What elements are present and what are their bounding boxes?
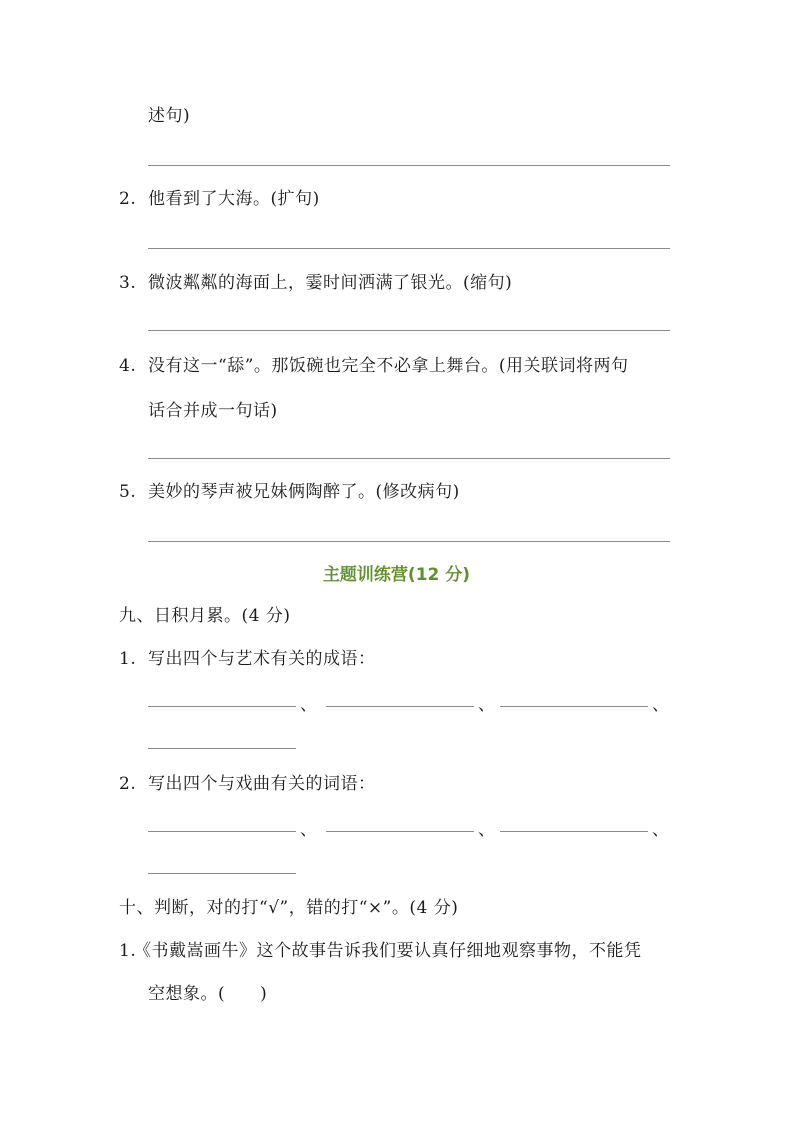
separator: 、 (478, 695, 495, 715)
question-text: 微波粼粼的海面上，霎时间洒满了银光。(缩句) (148, 273, 513, 293)
question-continuation: 述句) (148, 106, 191, 126)
question-text: 写出四个与戏曲有关的词语： (148, 774, 376, 794)
item-number: 4. (119, 356, 137, 376)
question-continuation: 空想象。( ) (148, 984, 268, 1004)
question-text: 写出四个与艺术有关的成语： (148, 649, 376, 669)
separator: 、 (652, 695, 669, 715)
item-number: 5. (119, 482, 137, 502)
question-title: 九、日积月累。(4 分) (119, 606, 291, 626)
answer-line[interactable] (148, 541, 670, 542)
question-continuation: 话合并成一句话) (148, 401, 278, 421)
separator: 、 (652, 820, 669, 840)
separator: 、 (478, 820, 495, 840)
item-number: 1. (119, 941, 137, 961)
question-text: 他看到了大海。(扩句) (148, 189, 320, 209)
separator: 、 (300, 695, 317, 715)
question-text: 美妙的琴声被兄妹俩陶醉了。(修改病句) (148, 482, 460, 502)
answer-line[interactable] (148, 248, 670, 249)
answer-line[interactable] (326, 831, 474, 832)
section-title: 主题训练营(12 分) (322, 565, 471, 585)
question-text: 没有这一“舔”。那饭碗也完全不必拿上舞台。(用关联词将两句 (148, 356, 629, 376)
answer-line[interactable] (500, 706, 648, 707)
answer-line[interactable] (500, 831, 648, 832)
answer-line[interactable] (326, 706, 474, 707)
question-title: 十、判断，对的打“√”，错的打“×”。(4 分) (119, 898, 459, 918)
item-number: 3. (119, 273, 137, 293)
item-number: 2. (119, 774, 137, 794)
separator: 、 (300, 820, 317, 840)
answer-line[interactable] (148, 873, 296, 874)
answer-line[interactable] (148, 831, 296, 832)
question-text: 《书戴嵩画牛》这个故事告诉我们要认真仔细地观察事物，不能凭 (134, 941, 642, 961)
answer-line[interactable] (148, 748, 296, 749)
answer-line[interactable] (148, 165, 670, 166)
item-number: 2. (119, 189, 137, 209)
answer-line[interactable] (148, 458, 670, 459)
answer-line[interactable] (148, 706, 296, 707)
answer-line[interactable] (148, 330, 670, 331)
item-number: 1. (119, 649, 137, 669)
